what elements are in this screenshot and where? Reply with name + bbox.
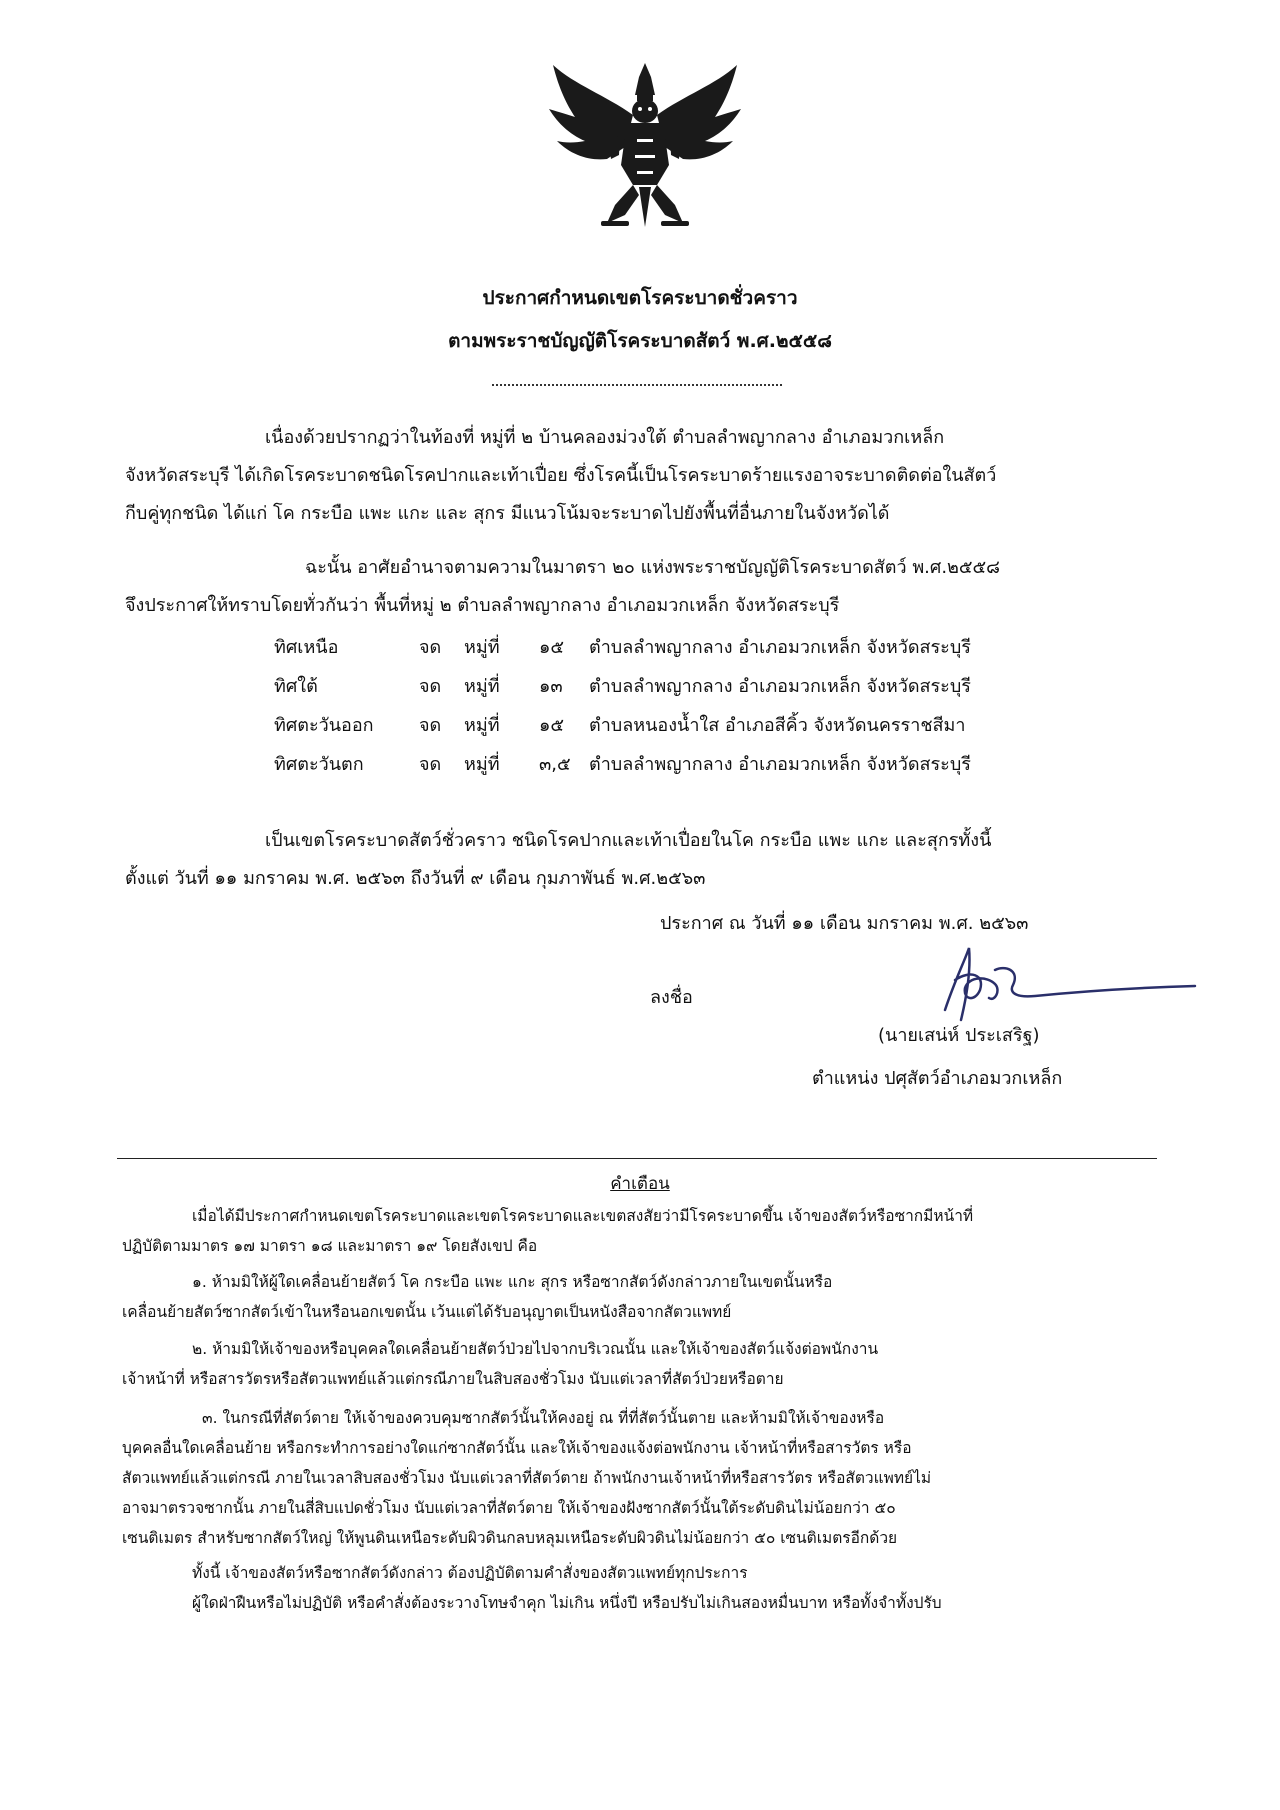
warning-line: ๑. ห้ามมิให้ผู้ใดเคลื่อนย้ายสัตว์ โค กระบือ แพะ แกะ สุกร หรือซากสัตว์ดังกล่าวภายในเขตนั้นหรือ (192, 1273, 833, 1291)
boundary-moo: หมู่ที่ (464, 754, 500, 775)
warning-item-2 (122, 1334, 1160, 1394)
boundary-direction: ทิศตะวันออก (274, 715, 374, 736)
boundary-direction: ทิศใต้ (274, 676, 318, 697)
zone-line: เป็นเขตโรคระบาดสัตว์ชั่วคราว ชนิดโรคปากและเท้าเปื่อยในโค กระบือ แพะ แกะ และสุกรทั้งนี้ (265, 830, 992, 851)
boundary-location: ตำบลลำพญากลาง อำเภอมวกเหล็ก จังหวัดสระบุรี (589, 754, 971, 775)
intro-line: กีบคู่ทุกชนิด ได้แก่ โค กระบือ แพะ แกะ และ สุกร มีแนวโน้มจะระบาดไปยังพื้นที่อื่นภายในจังหวัดได้ (125, 503, 890, 524)
signer-name: (นายเสน่ห์ ประเสริฐ) (878, 1025, 1040, 1046)
boundary-location: ตำบลหนองน้ำใส อำเภอสีคิ้ว จังหวัดนครราชสีมา (589, 715, 966, 736)
boundary-number: ๑๕ (539, 637, 565, 658)
boundary-moo: หมู่ที่ (464, 637, 500, 658)
boundary-adjacent: จด (419, 754, 442, 775)
declaration-paragraph (125, 549, 1155, 625)
page-title: ประกาศกำหนดเขตโรคระบาดชั่วคราว (482, 287, 798, 309)
warning-line: สัตวแพทย์แล้วแต่กรณี ภายในเวลาสิบสองชั่วโมง นับแต่เวลาที่สัตว์ตาย ถ้าพนักงานเจ้าหน้าที่หรือสารวัตร หรือสัตวแพทย์ไม่ (122, 1469, 932, 1487)
intro-paragraph (125, 419, 1155, 533)
declaration-line: ฉะนั้น อาศัยอำนาจตามความในมาตรา ๒๐ แห่งพระราชบัญญัติโรคระบาดสัตว์ พ.ศ.๒๕๕๘ (305, 557, 1001, 578)
warning-closing (122, 1558, 1160, 1588)
warning-intro (122, 1201, 1160, 1261)
boundary-number: ๑๓ (539, 676, 563, 697)
warning-line: เจ้าหน้าที่ หรือสารวัตรหรือสัตวแพทย์แล้วแต่กรณีภายในสิบสองชั่วโมง นับแต่เวลาที่สัตว์ป่วยหรือตาย (122, 1370, 784, 1388)
garuda-emblem-icon (545, 55, 745, 230)
intro-line: เนื่องด้วยปรากฏว่าในท้องที่ หมู่ที่ ๒ บ้านคลองม่วงใต้ ตำบลลำพญากลาง อำเภอมวกเหล็ก (265, 427, 945, 448)
warning-line: เซนติเมตร สำหรับซากสัตว์ใหญ่ ให้พูนดินเหนือระดับผิวดินกลบหลุมเหนือระดับผิวดินไม่น้อยกว่า ๕๐ เซนติเมตรอีกด้วย (122, 1529, 898, 1547)
boundary-moo: หมู่ที่ (464, 676, 500, 697)
warning-line: บุคคลอื่นใดเคลื่อนย้าย หรือกระทำการอย่างใดแก่ซากสัตว์นั้น และให้เจ้าของแจ้งต่อพนักงาน เจ้าหน้าที่หรือสารวัตร หรือ (122, 1439, 912, 1457)
boundary-adjacent: จด (419, 637, 442, 658)
boundary-moo: หมู่ที่ (464, 715, 500, 736)
warning-line: เมื่อได้มีประกาศกำหนดเขตโรคระบาดและเขตโรคระบาดและเขตสงสัยว่ามีโรคระบาดขึ้น เจ้าของสัตว์หรือซากมีหน้าที่ (192, 1207, 974, 1225)
boundary-direction: ทิศตะวันตก (274, 754, 364, 775)
boundary-location: ตำบลลำพญากลาง อำเภอมวกเหล็ก จังหวัดสระบุรี (589, 676, 971, 697)
warning-penalty (122, 1588, 1160, 1618)
warning-item-3 (122, 1403, 1160, 1553)
warning-line: เคลื่อนย้ายสัตว์ซากสัตว์เข้าในหรือนอกเขตนั้น เว้นแต่ได้รับอนุญาตเป็นหนังสือจากสัตวแพทย์ (122, 1303, 732, 1321)
zone-paragraph (125, 822, 1155, 898)
zone-line: ตั้งแต่ วันที่ ๑๑ มกราคม พ.ศ. ๒๕๖๓ ถึงวันที่ ๙ เดือน กุมภาพันธ์ พ.ศ.๒๕๖๓ (125, 868, 706, 889)
signature-graphic (925, 940, 1205, 1030)
warning-line: ปฏิบัติตามมาตร ๑๗ มาตรา ๑๘ และมาตรา ๑๙ โดยสังเขป คือ (122, 1237, 538, 1255)
warning-line: ๓. ในกรณีที่สัตว์ตาย ให้เจ้าของควบคุมซากสัตว์นั้นให้คงอยู่ ณ ที่ที่สัตว์นั้นตาย และห้ามมิให้เจ้าของหรือ (202, 1409, 885, 1427)
page-subtitle: ตามพระราชบัญญัติโรคระบาดสัตว์ พ.ศ.๒๕๕๘ (448, 330, 832, 352)
dotted-divider (492, 384, 782, 386)
section-divider (117, 1158, 1157, 1159)
warning-line: ผู้ใดฝ่าฝืนหรือไม่ปฏิบัติ หรือคำสั่งต้องระวางโทษจำคุก ไม่เกิน หนึ่งปี หรือปรับไม่เกินสองหมื่นบาท หรือทั้งจำทั้งปรับ (192, 1594, 942, 1612)
declaration-line: จึงประกาศให้ทราบโดยทั่วกันว่า พื้นที่หมู่ ๒ ตำบลลำพญากลาง อำเภอมวกเหล็ก จังหวัดสระบุรี (125, 595, 840, 616)
boundary-number: ๓,๕ (539, 754, 571, 775)
signer-position: ตำแหน่ง ปศุสัตว์อำเภอมวกเหล็ก (812, 1068, 1063, 1089)
boundary-number: ๑๕ (539, 715, 565, 736)
warning-item-1 (122, 1267, 1160, 1327)
announcement-date: ประกาศ ณ วันที่ ๑๑ เดือน มกราคม พ.ศ. ๒๕๖๓ (660, 913, 1029, 934)
intro-line: จังหวัดสระบุรี ได้เกิดโรคระบาดชนิดโรคปากและเท้าเปื่อย ซึ่งโรคนี้เป็นโรคระบาดร้ายแรงอาจระบาดติดต่อในสัตว์ (125, 465, 997, 486)
warning-line: อาจมาตรวจซากนั้น ภายในสี่สิบแปดชั่วโมง นับแต่เวลาที่สัตว์ตาย ให้เจ้าของฝังซากสัตว์นั้นใต้ระดับดินไม่น้อยกว่า ๕๐ (122, 1499, 896, 1517)
warning-title: คำเตือน (610, 1174, 670, 1194)
boundary-adjacent: จด (419, 715, 442, 736)
sign-label: ลงชื่อ (650, 987, 693, 1008)
warning-line: ๒. ห้ามมิให้เจ้าของหรือบุคคลใดเคลื่อนย้ายสัตว์ป่วยไปจากบริเวณนั้น และให้เจ้าของสัตว์แจ้งต่อพนักงาน (192, 1340, 879, 1358)
boundary-location: ตำบลลำพญากลาง อำเภอมวกเหล็ก จังหวัดสระบุรี (589, 637, 971, 658)
warning-line: ทั้งนี้ เจ้าของสัตว์หรือซากสัตว์ดังกล่าว ต้องปฏิบัติตามคำสั่งของสัตวแพทย์ทุกประการ (192, 1564, 748, 1582)
boundary-direction: ทิศเหนือ (274, 637, 339, 658)
boundary-adjacent: จด (419, 676, 442, 697)
